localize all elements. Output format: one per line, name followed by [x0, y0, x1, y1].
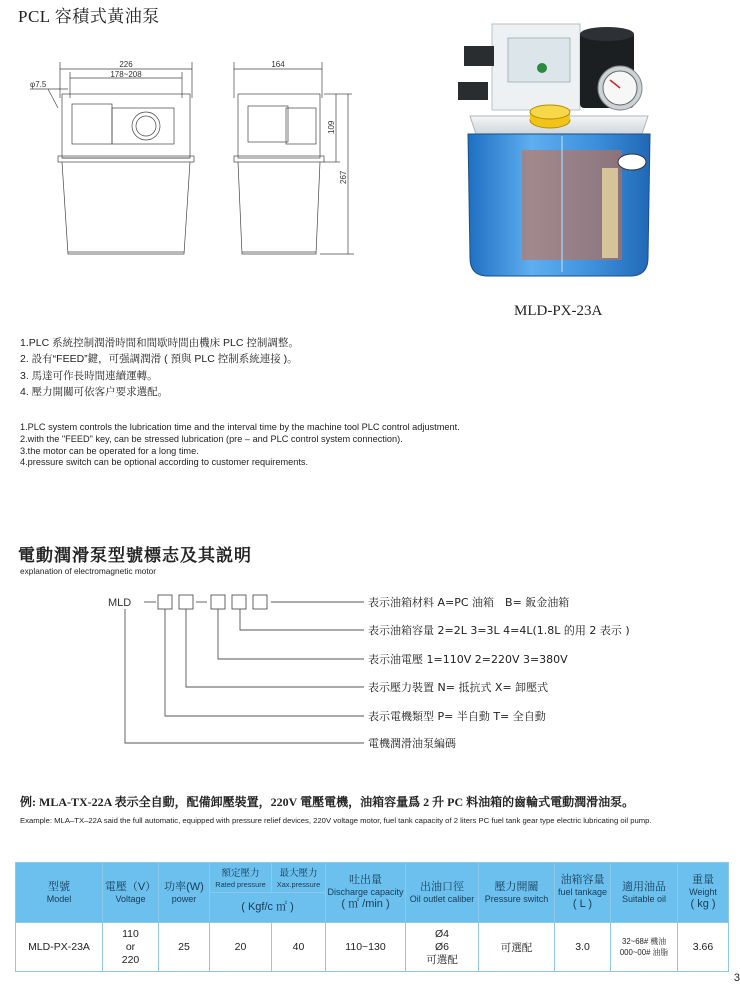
pump-product-image	[452, 22, 674, 284]
table-row	[16, 923, 729, 972]
code-prefix: MLD	[108, 597, 132, 609]
code-label-tank-material: 表示油箱材料 A=PC 油箱 B= 鈑金油箱	[368, 596, 570, 609]
feature-en-item: 1.PLC system controls the lubrication time and the interval time by the machine tool PLC control adjustment.	[20, 422, 460, 432]
code-label-motor-type: 表示電機類型 P= 半自動 T= 全自動	[368, 710, 546, 723]
features-cn-list	[20, 335, 299, 400]
product-model-caption: MLD-PX-23A	[514, 303, 603, 319]
cell-switch: 可選配	[479, 923, 555, 972]
feature-en-item: 3.the motor can be operated for a long time.	[20, 445, 199, 456]
cell-discharge: 110~130	[326, 923, 406, 972]
cell-tank: 3.0	[555, 923, 611, 972]
cell-model: MLD-PX-23A	[16, 923, 103, 972]
cell-oil: 32~68# 機油 000~00# 油脂	[611, 923, 678, 972]
feature-cn-item: 3. 馬達可作長時間連續運轉。	[20, 369, 158, 382]
dim-267: 267	[339, 170, 348, 184]
code-label-voltage: 表示油電壓 1=110V 2=220V 3=380V	[368, 653, 568, 666]
cell-max: 40	[272, 923, 326, 972]
header-model: 型號 Model	[16, 863, 103, 923]
feature-cn-item: 2. 設有“FEED”鍵，可强調潤滑 ( 預與 PLC 控制系統連接 )。	[20, 353, 298, 366]
header-rated-pressure: 額定壓力 Rated pressure	[210, 863, 272, 893]
header-oil: 適用油品 Suitable oil	[611, 863, 678, 923]
cell-outlet: Ø4 Ø6 可選配	[406, 923, 479, 972]
features-en-list	[20, 422, 490, 469]
spec-table	[15, 862, 729, 972]
cell-weight: 3.66	[678, 923, 729, 972]
model-code-diagram	[0, 585, 740, 750]
dim-phi75: φ7.5	[30, 80, 47, 89]
feature-cn-item: 4. 壓力開關可依客户要求選配。	[20, 385, 169, 398]
dim-164: 164	[271, 60, 285, 69]
section-title: 電動潤滑泵型號標志及其説明	[18, 546, 252, 565]
header-voltage: 電壓（V） Voltage	[103, 863, 159, 923]
code-label-pressure-device: 表示壓力裝置 N= 抵抗式 X= 卸壓式	[368, 681, 549, 694]
header-pressure-unit: ( Kgf/c ㎡ )	[210, 893, 326, 923]
dim-109: 109	[327, 120, 336, 134]
feature-en-item: 2.with the "FEED" key, can be stressed lubrication (pre – and PLC control system connection).	[20, 433, 403, 444]
feature-cn-item: 1.PLC 系統控制潤滑時間和間歇時間由機床 PLC 控制調整。	[20, 337, 299, 349]
header-pressure-switch: 壓力開關 Pressure switch	[479, 863, 555, 923]
code-label-tank-capacity: 表示油箱容量 2=2L 3=3L 4=4L(1.8L 的用 2 表示 )	[368, 624, 630, 637]
cell-voltage: 110 or 220	[103, 923, 159, 972]
header-weight: 重量 Weight ( kg )	[678, 863, 729, 923]
page-title: PCL 容積式黃油泵	[18, 7, 160, 26]
header-power: 功率(W) power	[159, 863, 210, 923]
header-tank: 油箱容量 fuel tankage ( L )	[555, 863, 611, 923]
feature-en-item: 4.pressure switch can be optional according to customer requirements.	[20, 457, 309, 468]
example-en: Example: MLA–TX–22A said the full automatic, equipped with pressure relief devices, 220V voltage motor, fuel tank capacity of 2 liters PC fuel tank gear type electric lubricating oil pump.	[20, 816, 652, 825]
header-outlet: 出油口徑 Oil outlet caliber	[406, 863, 479, 923]
code-label-pump-code: 電機潤滑油泵編碼	[368, 737, 456, 750]
cell-power: 25	[159, 923, 210, 972]
dim-178-208: 178~208	[110, 70, 142, 79]
dimension-drawing	[28, 58, 358, 268]
page-number: 3	[733, 972, 740, 984]
example-cn: 例: MLA-TX-22A 表示全自動，配備卸壓裝置，220V 電壓電機，油箱容量爲 2 升 PC 料油箱的齒輪式電動潤滑油泵。	[20, 795, 635, 809]
cell-rated: 20	[210, 923, 272, 972]
header-discharge: 吐出量 Discharge capacity ( ㎡ /min )	[326, 863, 406, 923]
header-max-pressure: 最大壓力 Xax.pressure	[272, 863, 326, 893]
dim-226: 226	[119, 60, 133, 69]
section-subtitle: explanation of electromagnetic motor	[20, 566, 157, 576]
